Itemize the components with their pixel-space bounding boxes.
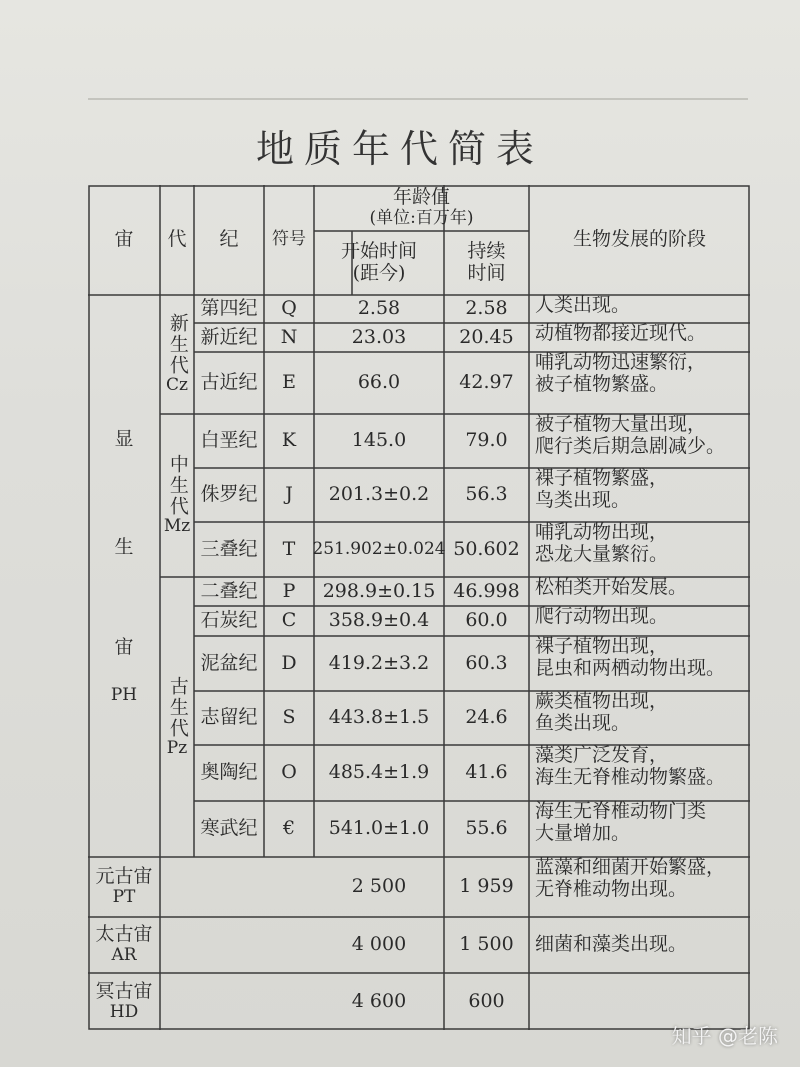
period-life-life-line2: 鱼类出现。 xyxy=(535,711,631,734)
eon-phanerozoic-part3: 宙 xyxy=(114,636,134,659)
proterozoic-life xyxy=(529,857,750,917)
period-name: 泥盆纪 xyxy=(200,651,258,674)
eon-archean xyxy=(88,917,160,973)
archean-life: 细菌和藻类出现。 xyxy=(535,933,688,956)
period-start: 145.0 xyxy=(351,429,407,452)
archean-duration: 1 500 xyxy=(459,933,514,956)
eon-proterozoic xyxy=(88,857,160,917)
header-start-line1: 开始时间 xyxy=(340,240,417,263)
era-mesozoic-code: Mz xyxy=(163,516,191,537)
period-life-life-line1: 哺乳动物出现， xyxy=(535,521,669,543)
eon-hadean-name: 冥古宙 xyxy=(95,979,153,1002)
period-start: 485.4±1.9 xyxy=(328,761,430,784)
header-symbol: 符号 xyxy=(272,229,306,250)
period-symbol: D xyxy=(281,651,297,674)
header-age-group xyxy=(314,185,529,231)
period-duration: 56.3 xyxy=(465,483,508,506)
era-paleozoic-name: 古生代 xyxy=(166,675,189,739)
period-duration: 50.602 xyxy=(453,537,520,560)
period-life-life-line1: 裸子植物繁盛， xyxy=(535,467,669,489)
period-life-life-line1: 爬行动物出现。 xyxy=(535,605,669,627)
period-life xyxy=(529,352,750,414)
hadean-duration: 600 xyxy=(468,989,505,1012)
proterozoic-life-line1: 蓝藻和细菌开始繁盛， xyxy=(535,856,726,878)
period-start: 443.8±1.5 xyxy=(328,706,430,729)
era-paleozoic-code: Pz xyxy=(166,737,188,758)
period-duration: 55.6 xyxy=(465,817,508,840)
period-start: 358.9±0.4 xyxy=(328,609,430,632)
period-life-life-line2: 恐龙大量繁衍。 xyxy=(535,542,669,565)
period-life-life-line1: 人类出现。 xyxy=(535,294,631,316)
archean-start: 4 000 xyxy=(351,933,407,956)
period-start: 298.9±0.15 xyxy=(322,579,436,602)
period-name: 石炭纪 xyxy=(200,609,258,632)
period-life xyxy=(529,577,750,606)
geologic-time-table xyxy=(88,185,750,1030)
period-symbol: J xyxy=(285,483,293,506)
period-life-life-line1: 海生无脊椎动物门类 xyxy=(535,800,707,822)
period-start: 201.3±0.2 xyxy=(328,483,430,506)
period-symbol: T xyxy=(282,537,296,560)
period-name: 寒武纪 xyxy=(200,817,258,840)
period-duration: 20.45 xyxy=(459,325,514,348)
header-duration xyxy=(444,231,529,295)
period-life-life-line2: 海生无脊椎动物繁盛。 xyxy=(535,765,726,788)
era-mesozoic xyxy=(160,414,194,577)
period-life xyxy=(529,745,750,801)
period-start: 66.0 xyxy=(357,371,401,394)
period-start: 541.0±1.0 xyxy=(328,817,430,840)
period-symbol: Q xyxy=(281,297,297,320)
period-life-life-line2: 大量增加。 xyxy=(535,821,631,844)
period-duration: 60.3 xyxy=(465,651,508,674)
period-duration: 60.0 xyxy=(465,609,508,632)
period-name: 新近纪 xyxy=(200,325,258,348)
period-name: 白垩纪 xyxy=(200,429,258,452)
period-life-life-line1: 动植物都接近现代。 xyxy=(535,322,707,344)
eon-proterozoic-name: 元古宙 xyxy=(95,865,153,888)
proterozoic-start: 2 500 xyxy=(351,875,407,898)
header-duration-line2: 时间 xyxy=(467,262,506,284)
header-age-group-line1: 年龄值 xyxy=(392,186,450,209)
period-duration: 24.6 xyxy=(465,706,508,729)
period-life xyxy=(529,295,750,323)
period-symbol: S xyxy=(282,706,296,729)
era-cenozoic-code: Cz xyxy=(166,375,188,396)
period-duration: 42.97 xyxy=(459,371,514,394)
period-start: 23.03 xyxy=(351,325,407,348)
period-life-life-line2: 爬行类后期急剧减少。 xyxy=(535,434,726,457)
period-life-life-line1: 裸子植物出现， xyxy=(535,635,669,657)
era-cenozoic xyxy=(160,295,194,414)
period-life-life-line1: 哺乳动物迅速繁衍， xyxy=(535,351,707,373)
period-life xyxy=(529,468,750,522)
proterozoic-duration: 1 959 xyxy=(459,875,514,898)
eon-hadean xyxy=(88,973,160,1030)
period-start: 2.58 xyxy=(357,297,401,320)
era-mesozoic-name: 中生代 xyxy=(166,454,189,518)
period-life-life-line1: 藻类广泛发育， xyxy=(535,744,669,766)
era-cenozoic-name: 新生代 xyxy=(166,313,189,377)
header-age-group-line2: (单位:百万年) xyxy=(369,208,474,229)
page-title: 地质年代简表 xyxy=(255,127,544,171)
period-name: 古近纪 xyxy=(200,371,258,394)
period-name: 第四纪 xyxy=(200,297,258,320)
period-duration: 46.998 xyxy=(453,579,520,602)
eon-archean-code: AR xyxy=(111,945,137,966)
hadean-start: 4 600 xyxy=(351,989,407,1012)
header-life-stage: 生物发展的阶段 xyxy=(572,228,706,251)
period-life-life-line1: 被子植物大量出现， xyxy=(535,413,707,435)
period-symbol: C xyxy=(281,609,297,632)
period-life xyxy=(529,522,750,577)
eon-phanerozoic-part1: 显 xyxy=(114,428,134,451)
period-life-life-line1: 松柏类开始发展。 xyxy=(535,576,688,598)
eon-archean-name: 太古宙 xyxy=(95,923,153,946)
period-start: 419.2±3.2 xyxy=(328,651,430,674)
header-start-line2: (距今) xyxy=(352,262,406,284)
period-symbol: K xyxy=(281,429,297,452)
period-name: 志留纪 xyxy=(200,706,258,729)
period-name: 奥陶纪 xyxy=(200,761,258,784)
period-life-life-line1: 蕨类植物出现， xyxy=(535,690,669,712)
period-life-life-line2: 被子植物繁盛。 xyxy=(535,372,669,395)
period-life xyxy=(529,801,750,857)
eon-phanerozoic-part2: 生 xyxy=(114,536,134,559)
eon-hadean-code: HD xyxy=(109,1001,139,1022)
era-paleozoic xyxy=(160,577,194,857)
period-symbol: N xyxy=(280,325,298,348)
proterozoic-life-line2: 无脊椎动物出现。 xyxy=(535,877,688,900)
period-duration: 2.58 xyxy=(465,297,508,320)
header-duration-line1: 持续 xyxy=(467,240,506,263)
header-eon: 宙 xyxy=(114,228,134,251)
period-symbol: P xyxy=(282,579,296,602)
period-duration: 41.6 xyxy=(465,761,508,784)
period-symbol: E xyxy=(282,371,296,394)
period-life xyxy=(529,636,750,691)
header-start-time xyxy=(314,231,444,295)
watermark: 知乎 @老陈 xyxy=(671,1024,778,1048)
header-era: 代 xyxy=(167,228,187,251)
period-symbol: € xyxy=(282,817,296,840)
period-name: 三叠纪 xyxy=(200,537,258,560)
period-name: 侏罗纪 xyxy=(200,483,258,506)
period-start: 251.902±0.024 xyxy=(312,538,446,559)
header-period: 纪 xyxy=(219,228,239,251)
period-symbol: O xyxy=(281,761,297,784)
eon-proterozoic-code: PT xyxy=(112,887,136,908)
period-life-life-line2: 鸟类出现。 xyxy=(535,488,631,511)
period-name: 二叠纪 xyxy=(200,579,258,602)
period-duration: 79.0 xyxy=(465,429,508,452)
period-life xyxy=(529,323,750,352)
eon-phanerozoic-code: PH xyxy=(110,685,138,706)
period-life xyxy=(529,606,750,636)
period-life xyxy=(529,414,750,468)
faded-header-rule xyxy=(88,98,748,100)
period-life-life-line2: 昆虫和两栖动物出现。 xyxy=(535,656,726,679)
period-life xyxy=(529,691,750,745)
